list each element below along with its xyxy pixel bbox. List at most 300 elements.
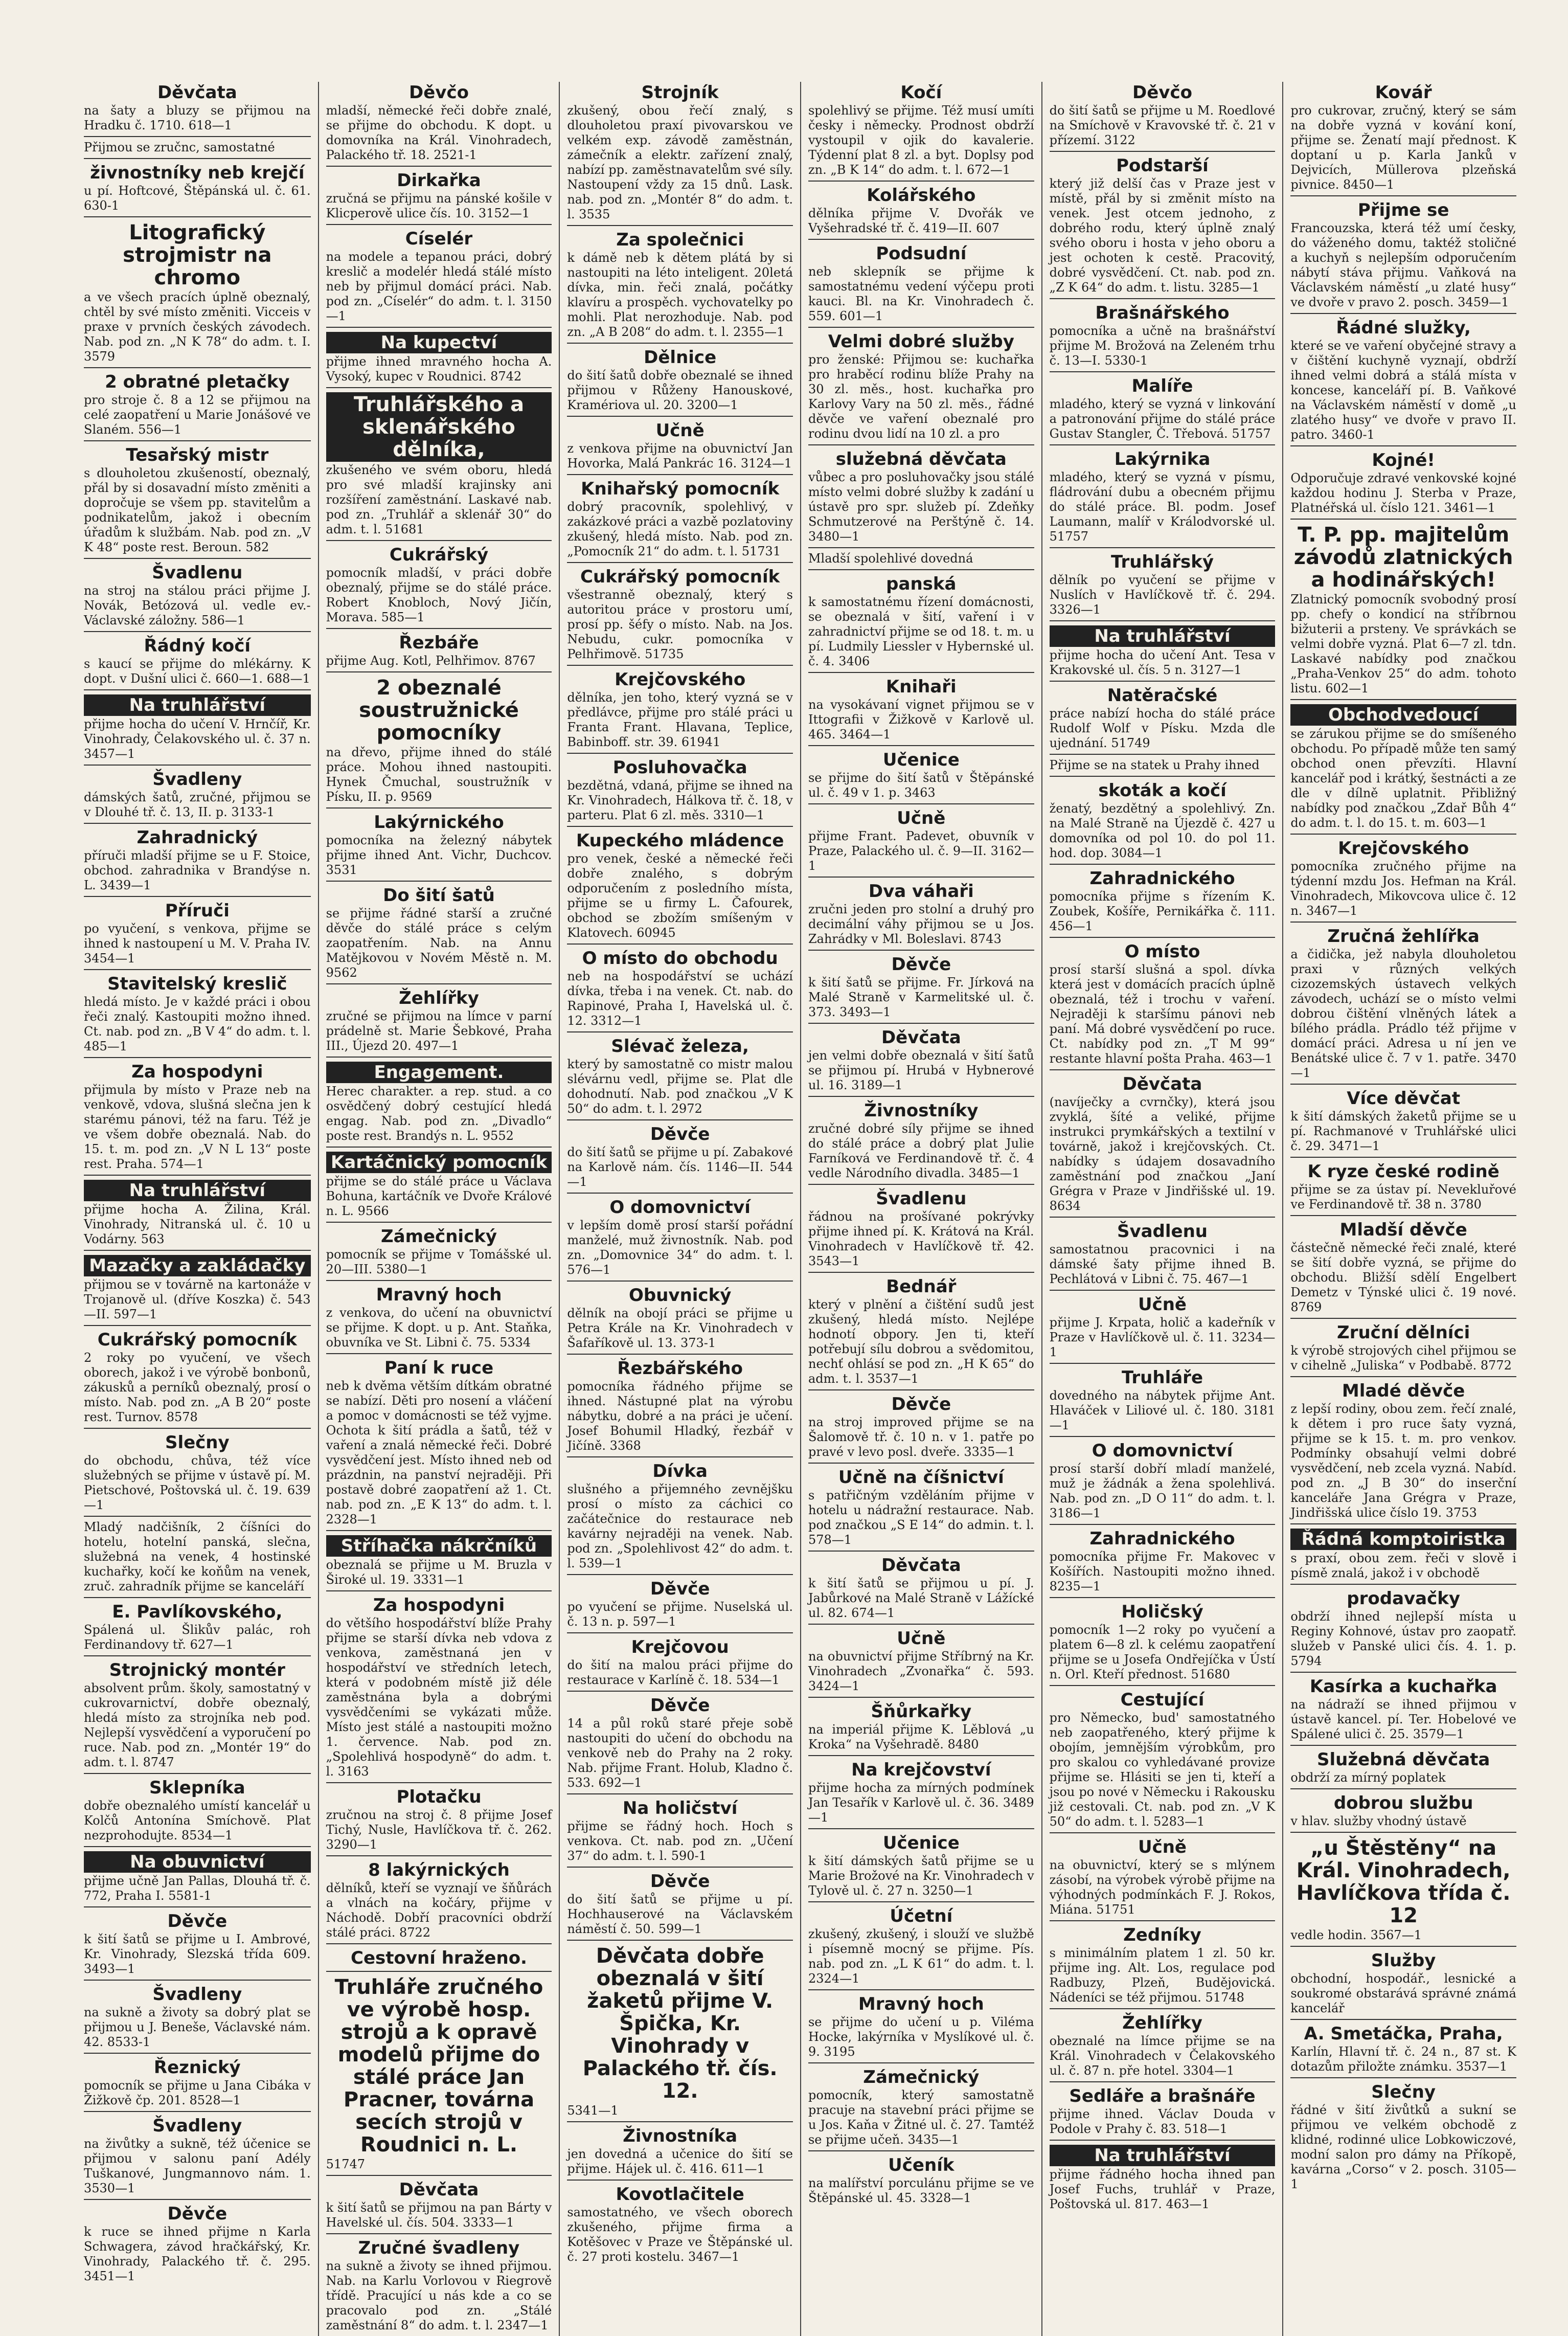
classified-ad bbox=[84, 136, 311, 155]
ad-heading: Za hospodyni bbox=[373, 1595, 505, 1615]
column-4 bbox=[800, 82, 1041, 2336]
classified-ad bbox=[1050, 371, 1276, 441]
classified-ad bbox=[84, 1325, 311, 1425]
ad-text: mladší, německé řeči dobře znalé, se přijme do obchodu. K dopt. u domovníka na Král. Vinohradech, Palackého tř. 18. 2521-1 bbox=[326, 103, 552, 162]
classified-ad bbox=[808, 2150, 1034, 2206]
ad-text: k šití šatů se přijme u I. Ambrové, Kr. Vinohrady, Slezská třída 609. 3493—1 bbox=[84, 1932, 311, 1976]
classified-ad bbox=[808, 1463, 1034, 1547]
ad-text: dělník po vyučení se přijme v Nuslích v Havlíčkově tř. č. 294. 3326—1 bbox=[1049, 573, 1276, 617]
ad-heading: „u Štěstěny“ na Král. Vinohradech, Havlíčkova třída č. 12 bbox=[1296, 1836, 1511, 1927]
classified-ad bbox=[808, 877, 1034, 947]
classified-ad bbox=[84, 158, 311, 213]
ad-heading: Na kupectví bbox=[326, 332, 552, 353]
classified-ad bbox=[326, 983, 552, 1053]
classified-ad bbox=[567, 2180, 793, 2264]
ad-heading: Učenice bbox=[882, 750, 960, 770]
classified-ad bbox=[326, 1353, 552, 1527]
classified-ad bbox=[1290, 834, 1516, 918]
classified-ad bbox=[1050, 83, 1276, 148]
classified-ad bbox=[84, 1655, 311, 1770]
classified-ad bbox=[808, 239, 1034, 324]
classified-ad bbox=[1050, 1832, 1276, 1917]
ad-text: k šití dámských šatů přijme se u Marie Brožové na Kr. Vinohradech v Tylově ul. č. 27 n. 3250—1 bbox=[808, 1854, 1034, 1898]
classified-ad bbox=[567, 83, 793, 222]
ad-heading: Mravný hoch bbox=[376, 1285, 502, 1305]
column-6 bbox=[1282, 82, 1524, 2336]
ad-heading: Kartáčnický pomocník bbox=[326, 1152, 552, 1173]
classified-ad bbox=[808, 1901, 1034, 1986]
classified-ad bbox=[84, 440, 311, 555]
ad-text: k ruce se ihned přijme n Karla Schwagera, závod hračkářský, Kr. Vinohrady, Palackého tř. č. 295. 3451—1 bbox=[84, 2225, 311, 2283]
ad-heading: Děvčata bbox=[157, 82, 237, 103]
ad-text: k výrobě strojových cihel přijmou se v cihelně „Juliska“ v Podbabě. 8772 bbox=[1290, 1343, 1516, 1373]
classified-ad bbox=[326, 540, 552, 625]
ad-text: do obchodu, chůva, též více služebných se přijme v ústavě pí. M. Pietschové, Poštovská ul. č. 19. 639—1 bbox=[84, 1453, 311, 1512]
classified-ad bbox=[567, 2121, 793, 2176]
ad-heading: Obchodvedoucí bbox=[1290, 704, 1516, 726]
ad-heading: Podsudní bbox=[876, 243, 967, 264]
ad-heading: O místo do obchodu bbox=[582, 948, 778, 969]
classified-ad bbox=[326, 2233, 552, 2333]
ad-heading: Děvčata dobře obeznalá v šití žaketů přijme V. Špička, Kr. Vinohrady v Palackého tř. čís. 12. bbox=[582, 1944, 778, 2103]
classified-ad bbox=[567, 225, 793, 340]
ad-text: dělníků, kteří se vyznají ve šňůrách a vlnách na kočáry, přijme v Náchodě. Dobří pracovníci obdrží stálé práci. 8722 bbox=[326, 1881, 552, 1940]
ad-heading: služebná děvčata bbox=[835, 449, 1007, 469]
classified-ad bbox=[1290, 1157, 1516, 1212]
classified-ad bbox=[1290, 1084, 1516, 1154]
ad-heading: Sedláře a brašnáře bbox=[1069, 2086, 1256, 2106]
classified-ad bbox=[567, 1031, 793, 1116]
ad-text: který v plnění a čištění sudů jest zkušený, hledá místo. Nejlépe hodnotí obpory. Jen ti, kteří potřebují sílu dobrou a svědomitou, nechť ohlásí se pod zn. „H K 65“ do adm. t. l. 3537—1 bbox=[808, 1297, 1034, 1386]
classified-ad bbox=[1290, 445, 1516, 515]
ad-heading: 2 obratné pletačky bbox=[105, 372, 290, 392]
ad-heading: E. Pavlíkovského, bbox=[112, 1602, 283, 1622]
ad-heading: K ryze české rodině bbox=[1307, 1161, 1499, 1182]
classified-ad bbox=[567, 1456, 793, 1571]
ad-text: obchodní, hospodář., lesnické a soukromé obstarává správné známá kancelář bbox=[1290, 1971, 1516, 2015]
ad-text: přijme hocha do učení V. Hrnčíř, Kr. Vinohrady, Čelakovského ul. č. 37 n. 3457—1 bbox=[84, 717, 311, 761]
ad-heading: Učně bbox=[1138, 1837, 1187, 1857]
classified-ad bbox=[1290, 2019, 1516, 2074]
classified-ad bbox=[1290, 2077, 1516, 2192]
classified-ad bbox=[567, 416, 793, 471]
ad-text: na nádraží se ihned přijmou v ústavě kancel. pí. Ter. Hobelové ve Spálené ulici č. 25. 3579—1 bbox=[1290, 1697, 1516, 1741]
ad-heading: prodavačky bbox=[1347, 1588, 1461, 1609]
ad-heading: Na truhlářství bbox=[84, 1180, 311, 1201]
ad-text: zručné se přijmou na límce v parní prádelně st. Marie Šebkové, Praha III., Újezd 20. 497—1 bbox=[326, 1009, 552, 1053]
ad-text: na živůtky a sukně, též účenice se přijmou v salonu paní Adély Tuškanové, Jungmannovo nám. 1. 3530—1 bbox=[84, 2137, 311, 2195]
ad-heading: živnostníky neb krejčí bbox=[90, 163, 305, 183]
classified-ad bbox=[84, 1773, 311, 1843]
classified-ad bbox=[808, 745, 1034, 800]
ad-text: absolvent prům. školy, samostatný v cukrovarnictví, dobře obeznalý, hledá místo za strojníka neb pod. Nejlepší vysvědčení a vyporučení po ruce. Nab. pod zn. „Montér 19“ do adm. t. l. 8747 bbox=[84, 1681, 311, 1769]
classified-ad bbox=[1050, 1436, 1276, 1521]
ad-heading: Slévač železa, bbox=[611, 1036, 749, 1057]
classified-ad bbox=[808, 1755, 1034, 1825]
ad-heading: Služby bbox=[1371, 1950, 1436, 1971]
ad-heading: Mladé děvče bbox=[1342, 1381, 1465, 1401]
ad-heading: Kasírka a kuchařka bbox=[1309, 1676, 1497, 1697]
classified-ad bbox=[1050, 1920, 1276, 2005]
ad-heading: O domovnictví bbox=[1092, 1441, 1233, 1461]
classified-ad bbox=[808, 444, 1034, 544]
ad-heading: Živnostníka bbox=[623, 2126, 738, 2146]
ad-text: které se ve vaření obyčejné stravy a v čištění kuchyně vyznají, obdrží ihned velmi dobrá a stálá místa v koncese, kanceláří pí. B. Vaňkové na Václavském náměstí v domě „u zlatého husy“ ve dvoře v pravo II. patro. 3460-1 bbox=[1290, 339, 1516, 442]
classified-ad bbox=[808, 1272, 1034, 1386]
ad-text: Odporučuje zdravé venkovské kojné každou hodinu J. Sterba v Praze, Platnéřská ul. číslo 121. 3461—1 bbox=[1290, 471, 1516, 515]
ad-text: na imperiál přijme K. Lěblová „u Kroka“ na Vyšehradě. 8480 bbox=[808, 1722, 1034, 1751]
ad-heading: Děvče bbox=[167, 2204, 228, 2224]
ad-text: řádnou na prošívané pokrývky přijme ihned pí. K. Krátová na Král. Vinohradech v Havlíčkově tř. 42. 3543—1 bbox=[808, 1209, 1034, 1268]
classified-ad bbox=[567, 1867, 793, 1937]
ad-heading: Děvče bbox=[650, 1579, 710, 1599]
ad-heading: Kovotlačitele bbox=[616, 2184, 744, 2205]
ad-text: na dřevo, přijme ihned do stálé práce. Mohou ihned nastoupiti. Hynek Čmuchal, soustružník v Písku, II. p. 9569 bbox=[326, 745, 552, 804]
classified-ad bbox=[326, 1147, 552, 1219]
ad-text: přijme se za ústav pí. Nevekluřové ve Ferdinandově tř. 38 n. 3780 bbox=[1290, 1182, 1516, 1211]
ad-heading: Krejčovského bbox=[615, 669, 746, 690]
classified-ad bbox=[1050, 298, 1276, 368]
ad-text: Mladý nadčišník, 2 číšníci do hotelu, hotelní panská, slečna, služebná na venek, 4 hostinské kuchařky, kočí ke koňům na venek, zruč. zahradník přijme se kanceláří bbox=[84, 1520, 311, 1593]
ad-text: pomocníka zručného přijme na týdenní mzdu Jos. Hefman na Král. Vinohradech, Mikovcova ulice č. 12 n. 3467—1 bbox=[1290, 859, 1516, 918]
classified-ad bbox=[567, 753, 793, 823]
ad-text: Spálená ul. Šlikův palác, roh Ferdinandovy tř. 627—1 bbox=[84, 1623, 311, 1652]
classified-ad bbox=[1050, 1290, 1276, 1360]
classified-ad bbox=[567, 1940, 793, 2118]
ad-heading: Truhláře bbox=[1121, 1367, 1203, 1388]
ad-heading: Děvčata bbox=[1122, 1074, 1202, 1094]
ad-text: přijme Aug. Kotl, Pelhřimov. 8767 bbox=[326, 654, 536, 668]
ad-text: do šití šatů se přijme u pí. Hochhauserové na Václavském náměstí č. 50. 599—1 bbox=[567, 1892, 793, 1936]
classified-ad bbox=[567, 944, 793, 1028]
ad-text: dámských šatů, zručné, přijmou se v Dlouhé tř. č. 13, II. p. 3133-1 bbox=[84, 790, 311, 819]
ad-text: jen dovedná a učenice do šití se přijme. Hájek ul. č. 416. 611—1 bbox=[567, 2147, 793, 2176]
ad-text: 51747 bbox=[326, 2157, 366, 2171]
ad-text: přijme učně Jan Pallas, Dlouhá tř. č. 772, Praha I. 5581-1 bbox=[84, 1874, 311, 1903]
ad-text: přijme hocha za mírných podmínek Jan Tesařík v Karlově ul. č. 36. 3489—1 bbox=[808, 1781, 1034, 1825]
ad-text: pro Německo, bud' samostatného neb zaopatřeného, který přijme k obojím, jemnějším výrobkům, pro pro skalou co vyhledávané provize přijme se. Hlásiti se jen ti, kteří a jsou po nové v Německu i Rakousku již cestovali. Ct. nab. pod zn. „V K 50“ do adm. t. l. 5283—1 bbox=[1049, 1711, 1276, 1829]
ad-heading: Dva váhaři bbox=[868, 881, 974, 902]
column-3 bbox=[559, 82, 800, 2336]
ad-text: příruči mladší přijme se u F. Stoice, obchod. zahradnika v Brandýse n. L. 3439—1 bbox=[84, 848, 311, 892]
classified-ad bbox=[1050, 2140, 1276, 2212]
ad-text: pro cukrovar, zručný, který se sám na dobře vyzná v kování koní, přijme se. Ženatí mají přednost. K doptaní u p. Karla Janků v Dejvicích, Müllerova plzeňská pivnice. 8450—1 bbox=[1290, 103, 1516, 192]
classified-ad bbox=[1050, 1685, 1276, 1829]
ad-text: pomocníka přijme Fr. Makovec v Košířích. Nastoupiti možno ihned. 8235—1 bbox=[1049, 1549, 1276, 1593]
ad-heading: Zahradnického bbox=[1089, 1529, 1235, 1549]
ad-text: který by samostatně co mistr malou slévárnu vedl, přijme se. Plat dle dohodnutí. Nab. pod značkou „V K 50“ do adm. t. l. 2972 bbox=[567, 1057, 793, 1116]
classified-ad bbox=[808, 1096, 1034, 1181]
classified-ad bbox=[808, 327, 1034, 441]
ad-text: k dámě neb k dětem plátá by si nastoupiti na léto inteligent. 20letá dívka, min. řeči znalá, počátky klavíru a prospěch. vychovatelky po mohli. Plat nerozhoduje. Nab. pod zn. „A B 208“ do adm. t. l. 2355—1 bbox=[567, 251, 793, 339]
ad-text: neb sklepník se přijme k samostatnému vedení výčepu proti kauci. Bl. na Kr. Vinohradech č. 559. 601—1 bbox=[808, 264, 1034, 323]
classified-ad bbox=[326, 166, 552, 221]
ad-heading: Mladší děvče bbox=[1339, 1220, 1467, 1240]
ad-text: na sukně a životy se ihned přijmou. Nab. na Karlu Vorlovou v Riegrově třídě. Pracující u nás kde a co se pracovalo pod zn. „Stálé zaměstnání 8“ do adm. t. l. 2347—1 bbox=[326, 2259, 552, 2332]
ad-heading: Velmi dobré služby bbox=[828, 331, 1014, 352]
ad-text: do většího hospodářství blíže Prahy přijme se starší dívka neb vdova z venkova, zaměstnaná jen v hospodářství ve středních letech, která v podobném místě již déle zaměstnána byla a dobrými vysvědčeními se vykázati může. Místo jest stálé a nastoupiti možno 1. července. Nab. pod zn. „Spolehlivá hospodyně“ do adm. t. l. 3163 bbox=[326, 1616, 552, 1779]
ad-text: pomocník se přijme v Tomášské ul. 20—III. 5380—1 bbox=[326, 1247, 552, 1276]
classified-ad bbox=[326, 1530, 552, 1587]
ad-heading: Zručné švadleny bbox=[358, 2238, 520, 2258]
ad-text: ženatý, bezdětný a spolehlivý. Zn. na Malé Straně na Újezdě č. 427 u domovníka od pol 10. do pol 11. hod. dop. 3084—1 bbox=[1049, 801, 1276, 860]
ad-heading: Kolářského bbox=[867, 185, 976, 206]
classified-ad bbox=[84, 1250, 311, 1322]
ad-heading: Posluhovačka bbox=[612, 757, 747, 778]
ad-heading: Paní k ruce bbox=[384, 1358, 494, 1378]
classified-ad bbox=[1050, 547, 1276, 617]
ad-heading: Kojné! bbox=[1372, 450, 1435, 470]
ad-heading: Natěračské bbox=[1107, 685, 1218, 706]
ad-heading: Cukrářský bbox=[389, 545, 489, 565]
ad-text: na vysokávaní vignet přijmou se v Ittografii v Žižkově v Karlově ul. 465. 3464—1 bbox=[808, 698, 1034, 742]
ad-text: po vyučení, s venkova, přijme se ihned k nastoupení u M. V. Praha IV. 3454—1 bbox=[84, 922, 311, 965]
ad-heading: Více děvčat bbox=[1347, 1088, 1461, 1109]
classified-ad bbox=[1290, 1946, 1516, 2016]
classified-ad bbox=[567, 1793, 793, 1863]
ad-text: Zlatnický pomocník svobodný prosí pp. chefy o kondicí na stříbrnou bižuterii a prsteny. Ve správkách se velmi dobře vyzná. Plat 6—7 zl. tdn. Laskavé nabídky pod značkou „Praha-Venkov 25“ do adm. tohoto listu. 602—1 bbox=[1290, 592, 1516, 695]
ad-text: Francouzska, která též umí česky, do váženého domu, taktéž stoličné a kuchyň s nejlepším odporučením nábytí stáva přijmu. Vaňková na Václavském náměstí „u zlaté husy“ ve dvoře v pravo 2. posch. 3459—1 bbox=[1290, 221, 1516, 309]
ad-text: obeznalé na límce přijme se na Král. Vinohradech v Čelakovského ul. č. 87 n. pře hotel. 3304—1 bbox=[1049, 2034, 1276, 2078]
ad-text: zkušený, obou řečí znalý, s dlouholetou praxí pivovarskou ve velkém exp. závodě zaměstnán, zámečník a elektr. zařízení znalý, nabízí pp. zaměstnavatelům své síly. Nastoupení vždy za 15 dnů. Lask. nab. pod zn. „Montér 8“ do adm. t. l. 3535 bbox=[567, 103, 793, 221]
classified-ad bbox=[1290, 1832, 1516, 1943]
classified-ad bbox=[1050, 937, 1276, 1066]
ad-heading: Slečny bbox=[1371, 2082, 1436, 2102]
ad-text: z venkova, do učení na obuvnictví se přijme. K dopt. u p. Ant. Staňka, obuvníka ve St. Libni č. 75. 5334 bbox=[326, 1306, 552, 1350]
ad-text: (navíječky a cvrnčky), která jsou zvyklá, šíté a veliké, přijme instrukci prymkářských a textilní v továrně, jakož i krejčovských. Ct. nabídky s údajem dosavadního zaměstnání pod značkou „Janí Grégra v Praze v Jindřišské ul. 19. 8634 bbox=[1049, 1095, 1276, 1213]
ad-heading: Zruční dělníci bbox=[1337, 1322, 1470, 1343]
classified-ad bbox=[567, 1193, 793, 1277]
classified-ad bbox=[567, 1691, 793, 1790]
ad-heading: Strojnický montér bbox=[109, 1660, 285, 1680]
ad-text: mladého, který se vyzná v písmu, fládrování dubu a obecném přijmu do stálé práce. Bl. podm. Josef Laumann, malíř v Králodvorské ul. 51757 bbox=[1049, 470, 1276, 544]
ad-heading: Děvče bbox=[650, 1871, 710, 1892]
ad-heading: Učenice bbox=[882, 1833, 960, 1853]
ad-text: přijme se do stálé práce u Václava Bohuna, kartáčník ve Dvoře Králové n. L. 9566 bbox=[326, 1174, 552, 1218]
ad-text: na stroj na stálou práci přijme J. Novák, Betózová ul. vedle ev.-Václavské záložny. 586—1 bbox=[84, 583, 311, 627]
ad-heading: Malíře bbox=[1131, 376, 1193, 396]
ad-heading: Holičský bbox=[1121, 1602, 1203, 1622]
ad-heading: Žehlířky bbox=[1122, 2013, 1202, 2033]
ad-text: se přijme do šití šatů v Štěpánské ul. č. 49 v 1. p. 3463 bbox=[808, 771, 1034, 800]
ad-heading: Švadlenu bbox=[1117, 1221, 1208, 1242]
classified-ad bbox=[567, 1281, 793, 1351]
ad-text: pro venek, české a německé řeči dobře znalého, s dobrým odporučením z posledního místa, přijme se u firmy L. Čafourek, obchod se zbožím smíšeným v Klatovech. 60945 bbox=[567, 851, 793, 940]
classified-ad bbox=[326, 1222, 552, 1277]
ad-heading: Žehlířky bbox=[399, 988, 479, 1008]
classified-ad bbox=[1050, 1597, 1276, 1682]
ad-text: přijmula by místo v Praze neb na venkově, vdova, slušná slečna jen k starému pánovi, též na faru. Též je ve všem dobře obeznalá. Nab. do 15. t. m. pod zn. „V N L 13“ poste rest. Praha. 574—1 bbox=[84, 1083, 311, 1171]
ad-text: k samostatnému řízení domácnosti, se obeznalá v šití, vaření i v zahradnictví přijme se od 18. t. m. u pí. Ludmily Liessler v Hybernské ul. č. 4. 3406 bbox=[808, 595, 1034, 668]
classified-ad bbox=[808, 569, 1034, 669]
classified-ad bbox=[567, 562, 793, 662]
ad-text: s patřičným vzděláním přijme v hotelu u nádražní restaurace. Nab. pod značkou „S E 14“ do admin. t. l. 578—1 bbox=[808, 1488, 1034, 1547]
ad-heading: skoták a kočí bbox=[1098, 780, 1226, 801]
ad-heading: Řezbáře bbox=[399, 633, 479, 653]
classified-ad bbox=[808, 1389, 1034, 1459]
ad-heading: Švadleny bbox=[152, 1984, 242, 2005]
ad-heading: O domovnictví bbox=[609, 1197, 751, 1218]
ad-heading: Stavitelský kreslič bbox=[107, 974, 287, 994]
ad-text: pomocník se přijme u Jana Cibáka v Žižkově čp. 201. 8528—1 bbox=[84, 2078, 311, 2107]
ad-heading: Litografický strojmistr na chromo bbox=[123, 221, 272, 289]
ad-text: a čidička, jež nabyla dlouholetou praxi v různých velkých cizozemských ústavech velkých závodech, uchází se o místo velmi dobrou čištění vlněných látek a bílého prádla. Prádlo též přijme v domácí práci. Adresa u ní jen ve Benátské ulice č. 7 v 1. patře. 3470—1 bbox=[1290, 947, 1516, 1080]
ad-heading: Císelér bbox=[405, 229, 473, 249]
classified-ad bbox=[1290, 1376, 1516, 1520]
classified-ad bbox=[326, 1057, 552, 1143]
ad-heading: Mazačky a zakládačky bbox=[84, 1255, 311, 1276]
ad-heading: Strojník bbox=[641, 82, 719, 103]
ad-text: přijmou se v továrně na kartonáže v Trojanově ul. (dříve Koszka) č. 543—II. 597—1 bbox=[84, 1277, 311, 1321]
ad-heading: Děvče bbox=[167, 1911, 228, 1931]
ad-text: hledá místo. Je v každé práci i obou řeči znalý. Kastoupiti možno ihned. Ct. nab. pod zn. „B V 4“ do adm. t. l. 485—1 bbox=[84, 995, 311, 1053]
ad-heading: Zámečnický bbox=[380, 1226, 497, 1247]
ad-text: z venkova přijme na obuvnictví Jan Hovorka, Malá Pankrác 16. 3124—1 bbox=[567, 441, 793, 470]
ad-text: Herec charakter. a rep. stud. a co osvědčený dobrý cestující hledá engag. Nab. pod zn. „Divadlo“ poste rest. Brandýs n. L. 9552 bbox=[326, 1084, 552, 1143]
ad-text: obdrží ihned nejlepší místa u Reginy Kohnové, ústav pro zaopatř. služeb v Panské ulici čís. 4. 1. p. 5794 bbox=[1290, 1609, 1516, 1668]
ad-heading: Tesařský mistr bbox=[126, 445, 269, 465]
ad-text: v hlav. služby vhodný ústavě bbox=[1290, 1814, 1467, 1828]
ad-text: pomocníka přijme s řízením K. Zoubek, Košíře, Pernikářka č. 111. 456—1 bbox=[1049, 889, 1276, 933]
classified-ad bbox=[84, 823, 311, 893]
ad-heading: Krejčovského bbox=[1338, 838, 1469, 859]
classified-ad bbox=[808, 1624, 1034, 1694]
ad-text: k šití šatů se přijmou u pí. J. Jabůrkové na Malé Straně v Lážícké ul. 82. 674—1 bbox=[808, 1576, 1034, 1620]
ad-heading: Kočí bbox=[900, 82, 942, 103]
classified-ad bbox=[326, 1590, 552, 1779]
ad-heading: Knihařský pomocník bbox=[581, 479, 780, 499]
ad-heading: Na krejčovství bbox=[851, 1760, 991, 1780]
ad-heading: Bednář bbox=[886, 1276, 957, 1297]
ad-text: prosí starší slušná a spol. dívka která jest v domácích pracích úplně obeznalá, též i trochu v vaření. Nejraději k staršímu pánovi neb paní. Má dobré vysvědčení po ruce. Ct. nabídky pod zn. „T M 99“ restante hlavní pošta Praha. 463—1 bbox=[1049, 962, 1276, 1066]
classified-ad bbox=[808, 83, 1034, 177]
ad-heading: Truhlářský bbox=[1110, 552, 1214, 572]
ad-text: jen velmi dobře obeznalá v šití šatů se přijmou pí. Hrubá v Hybnerové ul. 16. 3189—1 bbox=[808, 1048, 1034, 1092]
ad-heading: Děvče bbox=[650, 1695, 710, 1716]
ad-text: přijme J. Krpata, holič a kadeřník v Praze v Havlíčkově ul. č. 11. 3234—1 bbox=[1049, 1315, 1276, 1359]
column-2 bbox=[318, 82, 559, 2336]
ad-text: částečně německé řeči znalé, které se šití dobře vyzná, se přijme do obchodu. Bližší sdělí Engelbert Demetz v Týnské ulici č. 19 nové. 8769 bbox=[1290, 1241, 1516, 1314]
ad-text: přijme Frant. Padevet, obuvník v Praze, Palackého ul. č. 9—II. 3162—1 bbox=[808, 829, 1034, 873]
ad-heading: Na truhlářství bbox=[84, 694, 311, 716]
ad-text: bezdětná, vdaná, přijme se ihned na Kr. Vinohradech, Hálkova tř. č. 18, v parteru. Plat 6 zl. měs. 3310—1 bbox=[567, 778, 793, 822]
ad-heading: Účetní bbox=[890, 1906, 953, 1926]
ad-text: pomocník mladší, v práci dobře obeznalý, přijme se do stálé práce. Robert Knobloch, Nový Jičín, Morava. 585—1 bbox=[326, 566, 552, 624]
ad-heading: Cestovní hraženo. bbox=[351, 1948, 527, 1968]
classified-ad bbox=[1290, 1672, 1516, 1742]
ad-text: přijme hocha A. Žilina, Král. Vinohrady, Nitranská ul. č. 10 u Vodárny. 563 bbox=[84, 1202, 311, 1246]
ad-text: samostatnou pracovnici i na dámské šaty přijme ihned B. Pechlátová v Libni č. 75. 467—1 bbox=[1049, 1242, 1276, 1286]
ad-text: 2 roky po vyučení, ve všech oborech, jakož i ve výrobě bonbonů, zákusků a perníků obeznalý, prosí o místo. Nab. pod zn. „A B 20“ poste rest. Turnov. 8578 bbox=[84, 1351, 311, 1424]
ad-text: řádné v šití živůtků a sukní se přijmou ve velkém obchodě z klidné, rodinné ulice Lobkowiczové, modní salon pro dámy na Příkopě, kavárna „Corso“ v 2. posch. 3105—1 bbox=[1290, 2103, 1516, 2191]
classified-ad bbox=[1050, 444, 1276, 544]
ad-text: zkušený, zkušený, i slouží ve službě i písemně mocný se přijme. Pís. nab. pod zn. „L K 61“ do adm. t. l. 2324—1 bbox=[808, 1927, 1034, 1986]
classified-ad bbox=[1050, 620, 1276, 678]
ad-heading: Na truhlářství bbox=[1050, 625, 1276, 647]
classified-ad bbox=[84, 1597, 311, 1652]
ad-text: zručnou na stroj č. 8 přijme Josef Tichý, Nusle, Havlíčkova tř. č. 262. 3290—1 bbox=[326, 1808, 552, 1852]
ad-text: přijme hocha do učení Ant. Tesa v Krakovské ul. čís. 5 n. 3127—1 bbox=[1049, 648, 1276, 677]
ad-heading: T. P. pp. majitelům závodů zlatnických a hodinářských! bbox=[1293, 523, 1513, 592]
ad-text: u pí. Hoftcové, Štěpánská ul. č. 61. 630-1 bbox=[84, 184, 311, 213]
classified-ad bbox=[84, 1516, 311, 1594]
classified-ad bbox=[326, 671, 552, 804]
ad-heading: Dirkařka bbox=[397, 170, 481, 191]
classified-ad bbox=[84, 83, 311, 133]
classified-ad bbox=[1050, 776, 1276, 861]
ad-text: Karlín, Hlavní tř. č. 24 n., 87 st. K dotazům přiložte známku. 3537—1 bbox=[1290, 2045, 1516, 2074]
newspaper-page bbox=[77, 82, 1524, 2332]
ad-text: k šití šatů se přijme. Fr. Jírková na Malé Straně v Karmelitské ul. č. 373. 3493—1 bbox=[808, 975, 1034, 1019]
classified-ad bbox=[1050, 681, 1276, 751]
ad-heading: panská bbox=[886, 574, 957, 594]
ad-text: do šití šatů dobře obeznalé se ihned přijmou v Růženy Hanouskové, Kramériova ul. 20. 3200—1 bbox=[567, 368, 793, 412]
ad-heading: Učně bbox=[897, 808, 946, 828]
ad-text: vůbec a pro posluhovačky jsou stálé místo velmi dobré služby k zadání u ústavě pro spr. služeb pí. Zdeňky Schmutzerové na Perštýně č. 14. 3480—1 bbox=[808, 470, 1034, 544]
classified-ad bbox=[1050, 2081, 1276, 2137]
ad-heading: Švadleny bbox=[152, 769, 242, 790]
ad-text: obdrží za mírný poplatek bbox=[1290, 1770, 1446, 1785]
ad-heading: Cukrářský pomocník bbox=[97, 1330, 297, 1350]
ad-text: zručné dobré síly přijme se ihned do stálé práce a dobrý plat Julie Farníková ve Ferdinandově tř. č. 4 vedle Národního divadla. 3485—1 bbox=[808, 1121, 1034, 1180]
ad-text: prosí starší dobří mladí manželé, muž je žádnák a žena spolehlivá. Nab. pod zn. „D O 11“ do adm. t. l. 3186—1 bbox=[1049, 1462, 1276, 1520]
classified-ad bbox=[84, 558, 311, 628]
ad-text: samostatného, ve všech oborech zkušeného, přijme firma a Kotěšovec v Praze ve Štěpánské ul. č. 27 proti kostelu. 3467—1 bbox=[567, 2205, 793, 2264]
ad-heading: O místo bbox=[1124, 941, 1200, 962]
ad-heading: Brašnářského bbox=[1095, 303, 1230, 323]
classified-ad bbox=[567, 1574, 793, 1629]
ad-heading: Švadleny bbox=[152, 2116, 242, 2136]
ad-text: přijme ihned mravného hocha A. Vysoký, kupec v Roudnici. 8742 bbox=[326, 354, 552, 384]
ad-text: s dlouholetou zkušeností, obeznalý, přál by si dosavadní místo změniti a dopročuje se všem pp. stavitelům a podnikatelům, jakož i obecním úřadům k službám. Nab. pod zn. „V K 48“ poste rest. Beroun. 582 bbox=[84, 466, 311, 554]
ad-text: Přijme se na statek u Prahy ihned bbox=[1049, 758, 1260, 772]
ad-text: pro ženské: Přijmou se: kuchařka pro hraběcí rodinu blíže Prahy na 30 zl. měs., host. kuchařka pro Karlovy Vary na 50 zl. měs., řádné děvče ve vaření obeznalé pro rodinu dvou lidí na 10 zl. a pro bbox=[808, 352, 1034, 441]
ad-text: na modele a tepanou práci, dobrý kreslič a modelér hledá stálé místo neb by přijmul domácí práci. Nab. pod zn. „Císelér“ do adm. t. l. 3150—1 bbox=[326, 250, 552, 323]
classified-ad bbox=[84, 2199, 311, 2284]
ad-text: na obuvnictví přijme Stříbrný na Kr. Vinohradech „Zvonařka“ č. 593. 3424—1 bbox=[808, 1649, 1034, 1693]
ad-text: a ve všech pracích úplně obeznalý, chtěl by své místo změniti. Vicceis v praxe v prvních českých závodech. Nab. pod zn. „N K 78“ do adm. t. I. 3579 bbox=[84, 290, 311, 364]
classified-ad bbox=[84, 969, 311, 1054]
classified-ad bbox=[84, 2111, 311, 2196]
ad-heading: Děvčo bbox=[1132, 82, 1192, 103]
classified-ad bbox=[1050, 2008, 1276, 2078]
ad-heading: Mravný hoch bbox=[858, 1994, 984, 2014]
ad-text: pro stroje č. 8 a 12 se přijmou na celé zaopatření u Marie Jonášové ve Slaném. 556—1 bbox=[84, 393, 311, 437]
classified-ad bbox=[808, 2062, 1034, 2147]
classified-ad bbox=[808, 1697, 1034, 1752]
ad-text: dělníka, jen toho, který vyzná se v předlávce, přijme pro stálé práci u Franta Frant. Hlavana, Teplice, Babinboff. str. 39. 61941 bbox=[567, 690, 793, 749]
classified-ad bbox=[326, 83, 552, 163]
ad-heading: dobrou službu bbox=[1333, 1793, 1473, 1813]
ad-text: s kaucí se přijme do mlékárny. K dopt. v Dušní ulici č. 660—1. 688—1 bbox=[84, 657, 311, 686]
ad-text: na šaty a bluzy se přijmou na Hradku č. 1710. 618—1 bbox=[84, 103, 311, 132]
classified-ad bbox=[567, 1119, 793, 1189]
ad-text: pomocníka na železný nábytek přijme ihned Ant. Vichr, Duchcov. 3531 bbox=[326, 833, 552, 877]
classified-ad bbox=[326, 224, 552, 324]
classified-ad bbox=[84, 689, 311, 761]
ad-heading: Za společnici bbox=[616, 230, 744, 250]
classified-ad bbox=[84, 1057, 311, 1172]
ad-heading: Truhlářského a sklenářského dělníka, bbox=[326, 392, 552, 462]
ad-heading: Děvče bbox=[891, 1394, 951, 1414]
classified-ad bbox=[1290, 1584, 1516, 1669]
classified-ad bbox=[1290, 519, 1516, 696]
classified-ad bbox=[1290, 1745, 1516, 1785]
classified-ad bbox=[326, 1782, 552, 1852]
classified-ad bbox=[1290, 1523, 1516, 1581]
classified-ad bbox=[1050, 1524, 1276, 1594]
classified-ad bbox=[808, 547, 1034, 566]
